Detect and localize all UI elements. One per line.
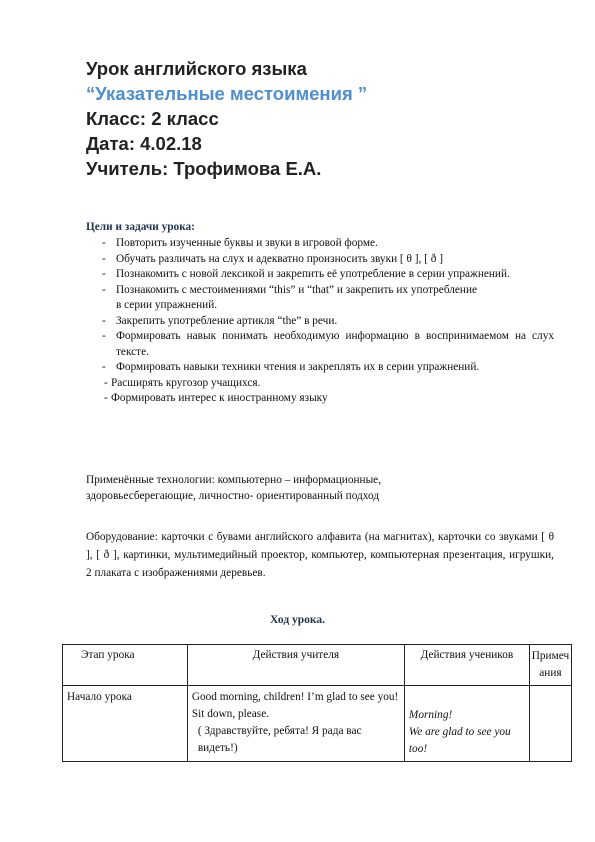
lesson-class: Класс: 2 класс <box>86 108 219 129</box>
lesson-topic: “Указательные местоимения ” <box>86 83 368 104</box>
goal-item: - Формировать навык понимать необходимую информацию в воспринимаемом на слух тексте. <box>102 330 554 358</box>
notes-cell <box>529 686 571 762</box>
column-header-teacher: Действия учителя <box>187 645 404 686</box>
lesson-date: Дата: 4.02.18 <box>86 133 202 154</box>
goal-item: - Закрепить употребление артикля “the” в речи. <box>102 314 338 327</box>
students-reply-2: We are glad to see you too! <box>408 726 511 755</box>
table-header-row <box>63 645 572 686</box>
teacher-cell <box>187 686 404 762</box>
column-header-stage: Этап урока <box>63 645 188 686</box>
table-row <box>63 686 572 762</box>
goal-item: - Формировать интерес к иностранному языку <box>104 392 328 404</box>
lesson-teacher: Учитель: Трофимова Е.А. <box>86 158 322 179</box>
goal-item: - Познакомить с новой лексикой и закрепить её употребление в серии упражнений. <box>102 268 510 280</box>
lesson-progress-title: Ход урока. <box>269 614 326 626</box>
lesson-subject: Урок английского языка <box>86 58 307 79</box>
teacher-translation: ( Здравствуйте, ребята! Я рада вас видеть!) <box>197 725 362 754</box>
goal-item: - Повторить изученные буквы и звуки в игровой форме. <box>102 237 378 249</box>
goal-item: - Познакомить с местоимениями “this” и “that” и закрепить их употребление в серии упражнений. <box>102 283 478 311</box>
technologies-paragraph: Применённые технологии: компьютерно – информационные, здоровьесберегающие, личностно- ориентированный подход <box>86 474 382 502</box>
column-header-students: Действия учеников <box>404 645 529 686</box>
equipment-paragraph: Оборудование: карточки с бувами английского алфавита (на магнитах), карточки со звуками [ θ ], [ ð ], картинки, мультимедийный проектор, компьютер, компьютерная презентация, игрушки, 2 плаката с изображениями деревьев. <box>86 531 554 579</box>
students-reply-1: Morning! <box>408 709 453 721</box>
goal-item: - Формировать навыки техники чтения и закреплять их в серии упражнений. <box>102 361 480 373</box>
teacher-speech: Good morning, children! I’m glad to see you! Sit down, please. <box>191 691 399 720</box>
students-cell <box>404 686 529 762</box>
goals-section <box>86 219 554 407</box>
goal-item: - Обучать различать на слух и адекватно произносить звуки [ θ ], [ ð ] <box>102 252 443 265</box>
lesson-table <box>62 644 572 762</box>
goal-item: - Расширять кругозор учащихся. <box>104 376 261 389</box>
column-header-notes: Примечания <box>529 645 571 686</box>
stage-cell: Начало урока <box>63 686 188 762</box>
lesson-header <box>86 56 556 181</box>
goals-title: Цели и задачи урока: <box>86 221 195 233</box>
